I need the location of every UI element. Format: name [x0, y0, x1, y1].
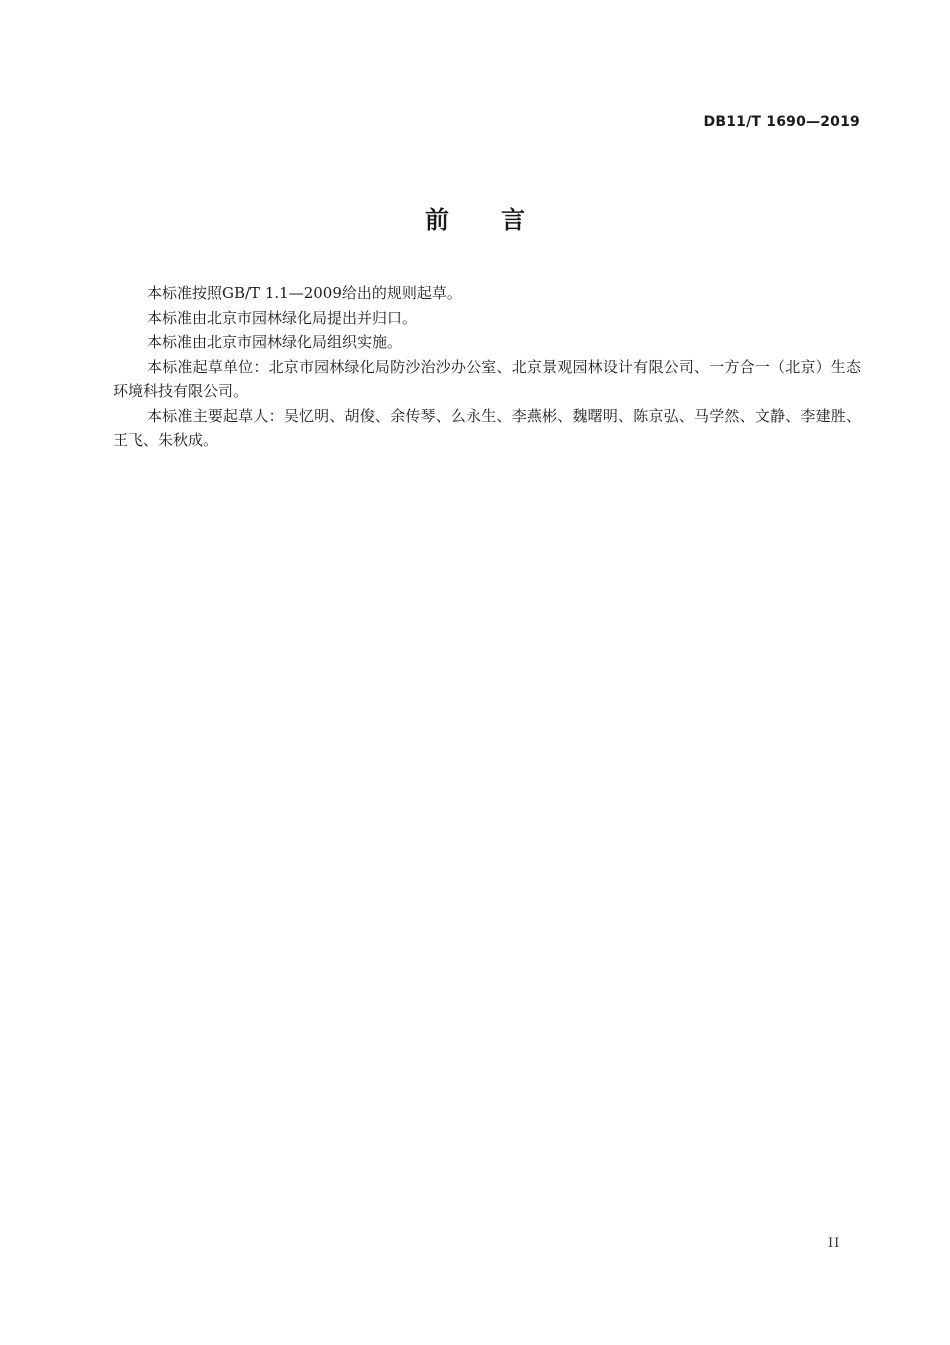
foreword-body — [113, 281, 861, 453]
section-title-char-2: 言 — [501, 206, 525, 234]
paragraph-drafting-rules: 本标准按照GB/T 1.1—2009给出的规则起草。 — [147, 284, 462, 302]
paragraph-proposer: 本标准由北京市园林绿化局提出并归口。 — [147, 308, 418, 327]
page-number: II — [828, 1236, 841, 1251]
paragraph-drafting-units: 本标准起草单位：北京市园林绿化局防沙治沙办公室、北京景观园林设计有限公司、一方合一（北京）生态环境科技有限公司。 — [113, 357, 861, 400]
paragraph-implementer: 本标准由北京市园林绿化局组织实施。 — [147, 333, 403, 351]
document-code: DB11/T 1690—2019 — [703, 114, 860, 130]
section-title-char-1: 前 — [425, 206, 449, 234]
paragraph-drafters: 本标准主要起草人：吴忆明、胡俊、余传琴、么永生、李燕彬、魏曙明、陈京弘、马学然、文静、李建胜、王飞、朱秋成。 — [113, 406, 861, 449]
section-title — [0, 200, 950, 235]
